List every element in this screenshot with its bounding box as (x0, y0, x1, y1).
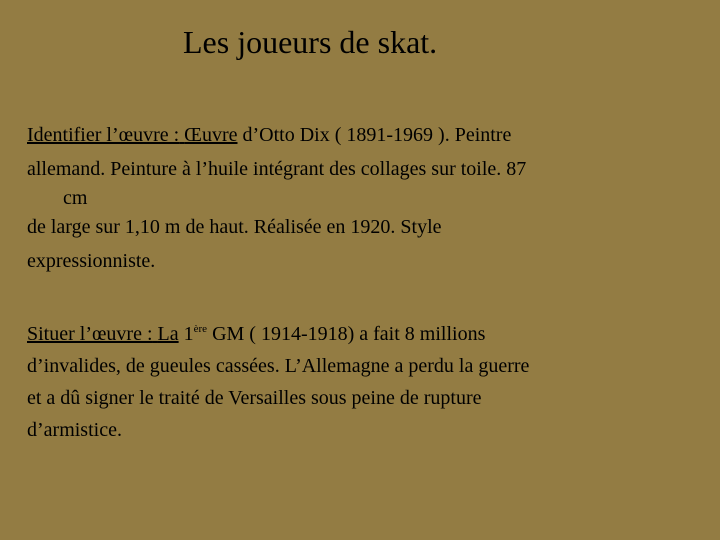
identify-line-4: de large sur 1,10 m de haut. Réalisée en 1920. Style (27, 216, 442, 238)
situate-line-4: d’armistice. (27, 419, 122, 441)
superscript-ere: ère (193, 323, 208, 335)
identify-line-1: Identifier l’œuvre : Œuvre d’Otto Dix ( 1891-1969 ). Peintre (27, 124, 512, 146)
situate-line-3: et a dû signer le traité de Versailles sous peine de rupture (27, 387, 482, 409)
situate-paragraph (27, 318, 687, 446)
identify-line-3: cm (63, 187, 88, 209)
situate-line-1: Situer l’œuvre : La 1ère GM ( 1914-1918) a fait 8 millions (27, 323, 486, 345)
situate-label: Situer l’œuvre : La (27, 323, 179, 345)
slide-title: Les joueurs de skat. (183, 24, 438, 60)
identify-label: Identifier l’œuvre : Œuvre (27, 124, 238, 146)
situate-line-2: d’invalides, de gueules cassées. L’Allemagne a perdu la guerre (27, 355, 530, 377)
identify-paragraph (27, 118, 687, 278)
identify-line-2: allemand. Peinture à l’huile intégrant des collages sur toile. 87 (27, 158, 527, 180)
identify-line-5: expressionniste. (27, 250, 156, 272)
